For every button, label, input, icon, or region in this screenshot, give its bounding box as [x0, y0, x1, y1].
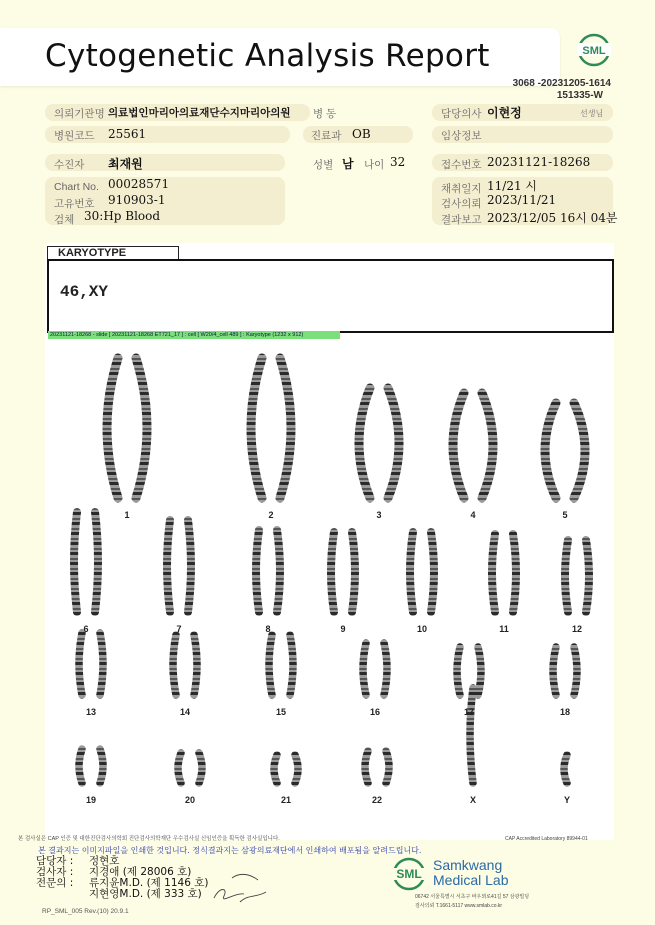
chromosome-9-1	[331, 532, 334, 612]
chromosome-label-19: 19	[85, 795, 96, 805]
doctor-suffix: 선생님	[580, 109, 604, 118]
chromosome-7-2	[188, 520, 191, 612]
chromosome-13-1	[79, 633, 82, 695]
chromosome-2-2	[280, 358, 291, 498]
chromosome-label-20: 20	[184, 795, 195, 805]
institution-label: 의뢰기관명	[54, 108, 105, 120]
chromosome-6-2	[95, 512, 98, 612]
image-caption-bar: 20231121-18268 - slide [ 20231121-18268 ET721_17 ] : cell [ W20/4_cell 489 ] : Karyotype (1232 x 912)	[48, 331, 340, 339]
hospital-code-value: 25561	[108, 127, 147, 141]
accreditation-note: 본 검사실은 CAP 인증 및 대한진단검사의학회 진단검사의학재단 우수검사실 신임인증을 획득한 검사실입니다.	[18, 836, 280, 842]
report-date-value: 2023/12/05 16시 04분	[487, 211, 618, 225]
chromosome-4-1	[453, 393, 464, 498]
chromosome-Y	[564, 755, 567, 783]
chromosome-17-1	[457, 647, 460, 695]
handwritten-signature	[210, 868, 270, 904]
signature-name-2: 지경애 (제 28006 호)	[89, 866, 192, 878]
form-number: RP_SML_005 Rev.(10) 20.9.1	[42, 908, 129, 915]
test-date-value: 2023/11/21	[487, 193, 557, 207]
chromosome-16-1	[363, 643, 366, 695]
chromosome-14-2	[194, 635, 197, 695]
chromosome-9-2	[352, 532, 355, 612]
signature-role-1: 담당자 :	[36, 855, 74, 867]
chromosome-label-12: 12	[571, 624, 582, 634]
lab-name-line1: Samkwang	[433, 857, 503, 873]
chromosome-label-Y: Y	[563, 795, 570, 805]
clinical-label: 임상정보	[441, 130, 482, 142]
id-value: 910903-1	[108, 193, 166, 207]
chromosome-4-2	[482, 393, 493, 498]
chromosome-5-2	[574, 403, 585, 498]
chromosome-label-22: 22	[371, 795, 382, 805]
doctor-label: 담당의사	[441, 108, 482, 120]
report-date-label: 결과보고	[441, 214, 482, 226]
chromosome-label-13: 13	[85, 707, 96, 717]
institution-value: 의료법인마리아의료재단수지마리아의원	[108, 107, 291, 119]
signature-name-1: 정현호	[89, 855, 120, 867]
cap-accreditation: CAP Accredited Laboratory 89944-01	[505, 836, 588, 842]
chromosome-11-2	[513, 534, 516, 612]
chromosome-8-2	[277, 530, 280, 612]
karyotype-result: 46,XY	[60, 283, 109, 301]
chromosome-21-1	[274, 755, 277, 783]
chromosome-label-4: 4	[470, 510, 476, 520]
chromosome-label-18: 18	[559, 707, 570, 717]
lab-address-line1: 06742 서울특별시 서초구 바우뫼로41길 57 삼광빌딩	[415, 894, 530, 900]
chromosome-6-1	[74, 512, 77, 612]
chromosome-label-1: 1	[124, 510, 130, 520]
chromosome-label-21: 21	[280, 795, 291, 805]
signature-role-3: 전문의 :	[36, 877, 74, 889]
age-value: 32	[390, 155, 406, 169]
sml-logo-bottom-text: SML	[396, 867, 422, 881]
test-date-label: 검사의뢰	[441, 198, 482, 210]
lab-name-line2: Medical Lab	[433, 872, 509, 888]
age-label: 나이	[364, 159, 385, 171]
chromosome-7-1	[167, 520, 170, 612]
chromosome-10-1	[410, 532, 413, 612]
chromosome-12-1	[565, 540, 568, 612]
chromosome-14-1	[173, 635, 176, 695]
chromosome-5-1	[545, 403, 556, 498]
ward-label: 병 동	[313, 108, 337, 120]
chromosome-3-1	[359, 388, 370, 498]
chromosome-label-11: 11	[499, 624, 509, 634]
chromosome-label-7: 7	[176, 624, 182, 634]
chromosome-1-2	[136, 358, 147, 498]
chromosome-15-1	[269, 635, 272, 695]
dept-value: OB	[352, 127, 371, 141]
lab-name	[433, 858, 509, 888]
chromosome-13-2	[100, 633, 103, 695]
chromosome-label-6: 6	[83, 624, 89, 634]
patient-value: 최재원	[108, 157, 143, 171]
chromosome-20-1	[178, 753, 181, 783]
patient-label: 수진자	[54, 159, 85, 171]
lab-address	[415, 893, 529, 911]
collect-value: 11/21 시	[487, 179, 537, 193]
collect-label: 채취일지	[441, 183, 482, 195]
sml-logo-top-text: SML	[582, 45, 606, 57]
chromosome-21-2	[295, 755, 298, 783]
chromosome-1-1	[107, 358, 118, 498]
chromosome-label-17: 17	[463, 707, 474, 717]
signature-name-4: 지현영M.D. (제 333 호)	[89, 888, 202, 900]
signature-role-2: 검사자 :	[36, 866, 74, 878]
chromosome-label-15: 15	[275, 707, 286, 717]
signature-name-3: 류지윤M.D. (제 1146 호)	[89, 877, 209, 889]
dept-label: 진료과	[311, 130, 342, 142]
page-title: Cytogenetic Analysis Report	[45, 38, 490, 74]
chromosome-8-1	[256, 530, 259, 612]
id-label: 고유번호	[54, 198, 95, 210]
chromosome-2-1	[251, 358, 262, 498]
sex-label: 성별	[313, 159, 334, 171]
lab-address-line2: 검사의뢰 T.1661-5117 www.smlab.co.kr	[415, 903, 503, 909]
chromosome-label-9: 9	[340, 624, 346, 634]
doctor-value: 이현정	[487, 106, 522, 120]
sex-value: 남	[342, 157, 354, 171]
receipt-label: 접수번호	[441, 159, 482, 171]
karyotype-tab: KARYOTYPE	[47, 246, 179, 260]
receipt-value: 20231121-18268	[487, 155, 591, 169]
printout-notice: 본 결과지는 이미지파일을 인쇄한 것입니다. 정식결과지는 삼광의료재단에서 인쇄하여 배포됨을 알려드립니다.	[38, 846, 422, 855]
chromosome-3-2	[388, 388, 399, 498]
chromosome-19-1	[79, 749, 82, 783]
chromosome-11-1	[492, 534, 495, 612]
chart-label: Chart No.	[54, 181, 99, 193]
specimen-value: 30:Hp Blood	[84, 209, 161, 223]
chromosome-22-2	[386, 751, 389, 783]
chromosome-15-2	[290, 635, 293, 695]
hospital-code-label: 병원코드	[54, 130, 95, 142]
chromosome-label-8: 8	[265, 624, 271, 634]
chromosome-18-1	[553, 647, 556, 695]
chromosome-label-16: 16	[369, 707, 380, 717]
chromosome-X	[470, 688, 473, 783]
chromosome-22-1	[365, 751, 368, 783]
chromosome-label-2: 2	[268, 510, 274, 520]
chromosome-18-2	[574, 647, 577, 695]
chromosome-10-2	[431, 532, 434, 612]
chromosome-label-5: 5	[562, 510, 568, 520]
chart-value: 00028571	[108, 177, 170, 191]
sml-logo-top	[576, 30, 612, 70]
chromosome-17-2	[478, 647, 481, 695]
chromosome-12-2	[586, 540, 589, 612]
karyotype-result-box	[47, 259, 614, 333]
chromosome-label-10: 10	[416, 624, 427, 634]
chromosome-label-14: 14	[179, 707, 190, 717]
report-id-line2: 151335-W	[556, 90, 603, 101]
report-id-line1: 3068 -20231205-1614	[512, 78, 611, 89]
chromosome-16-2	[384, 643, 387, 695]
specimen-label: 검체	[54, 214, 75, 226]
karyogram-image	[45, 342, 614, 807]
chromosome-label-3: 3	[376, 510, 382, 520]
sml-logo-bottom	[387, 856, 431, 892]
chromosome-label-X: X	[469, 795, 476, 805]
chromosome-19-2	[100, 749, 103, 783]
chromosome-20-2	[199, 753, 202, 783]
